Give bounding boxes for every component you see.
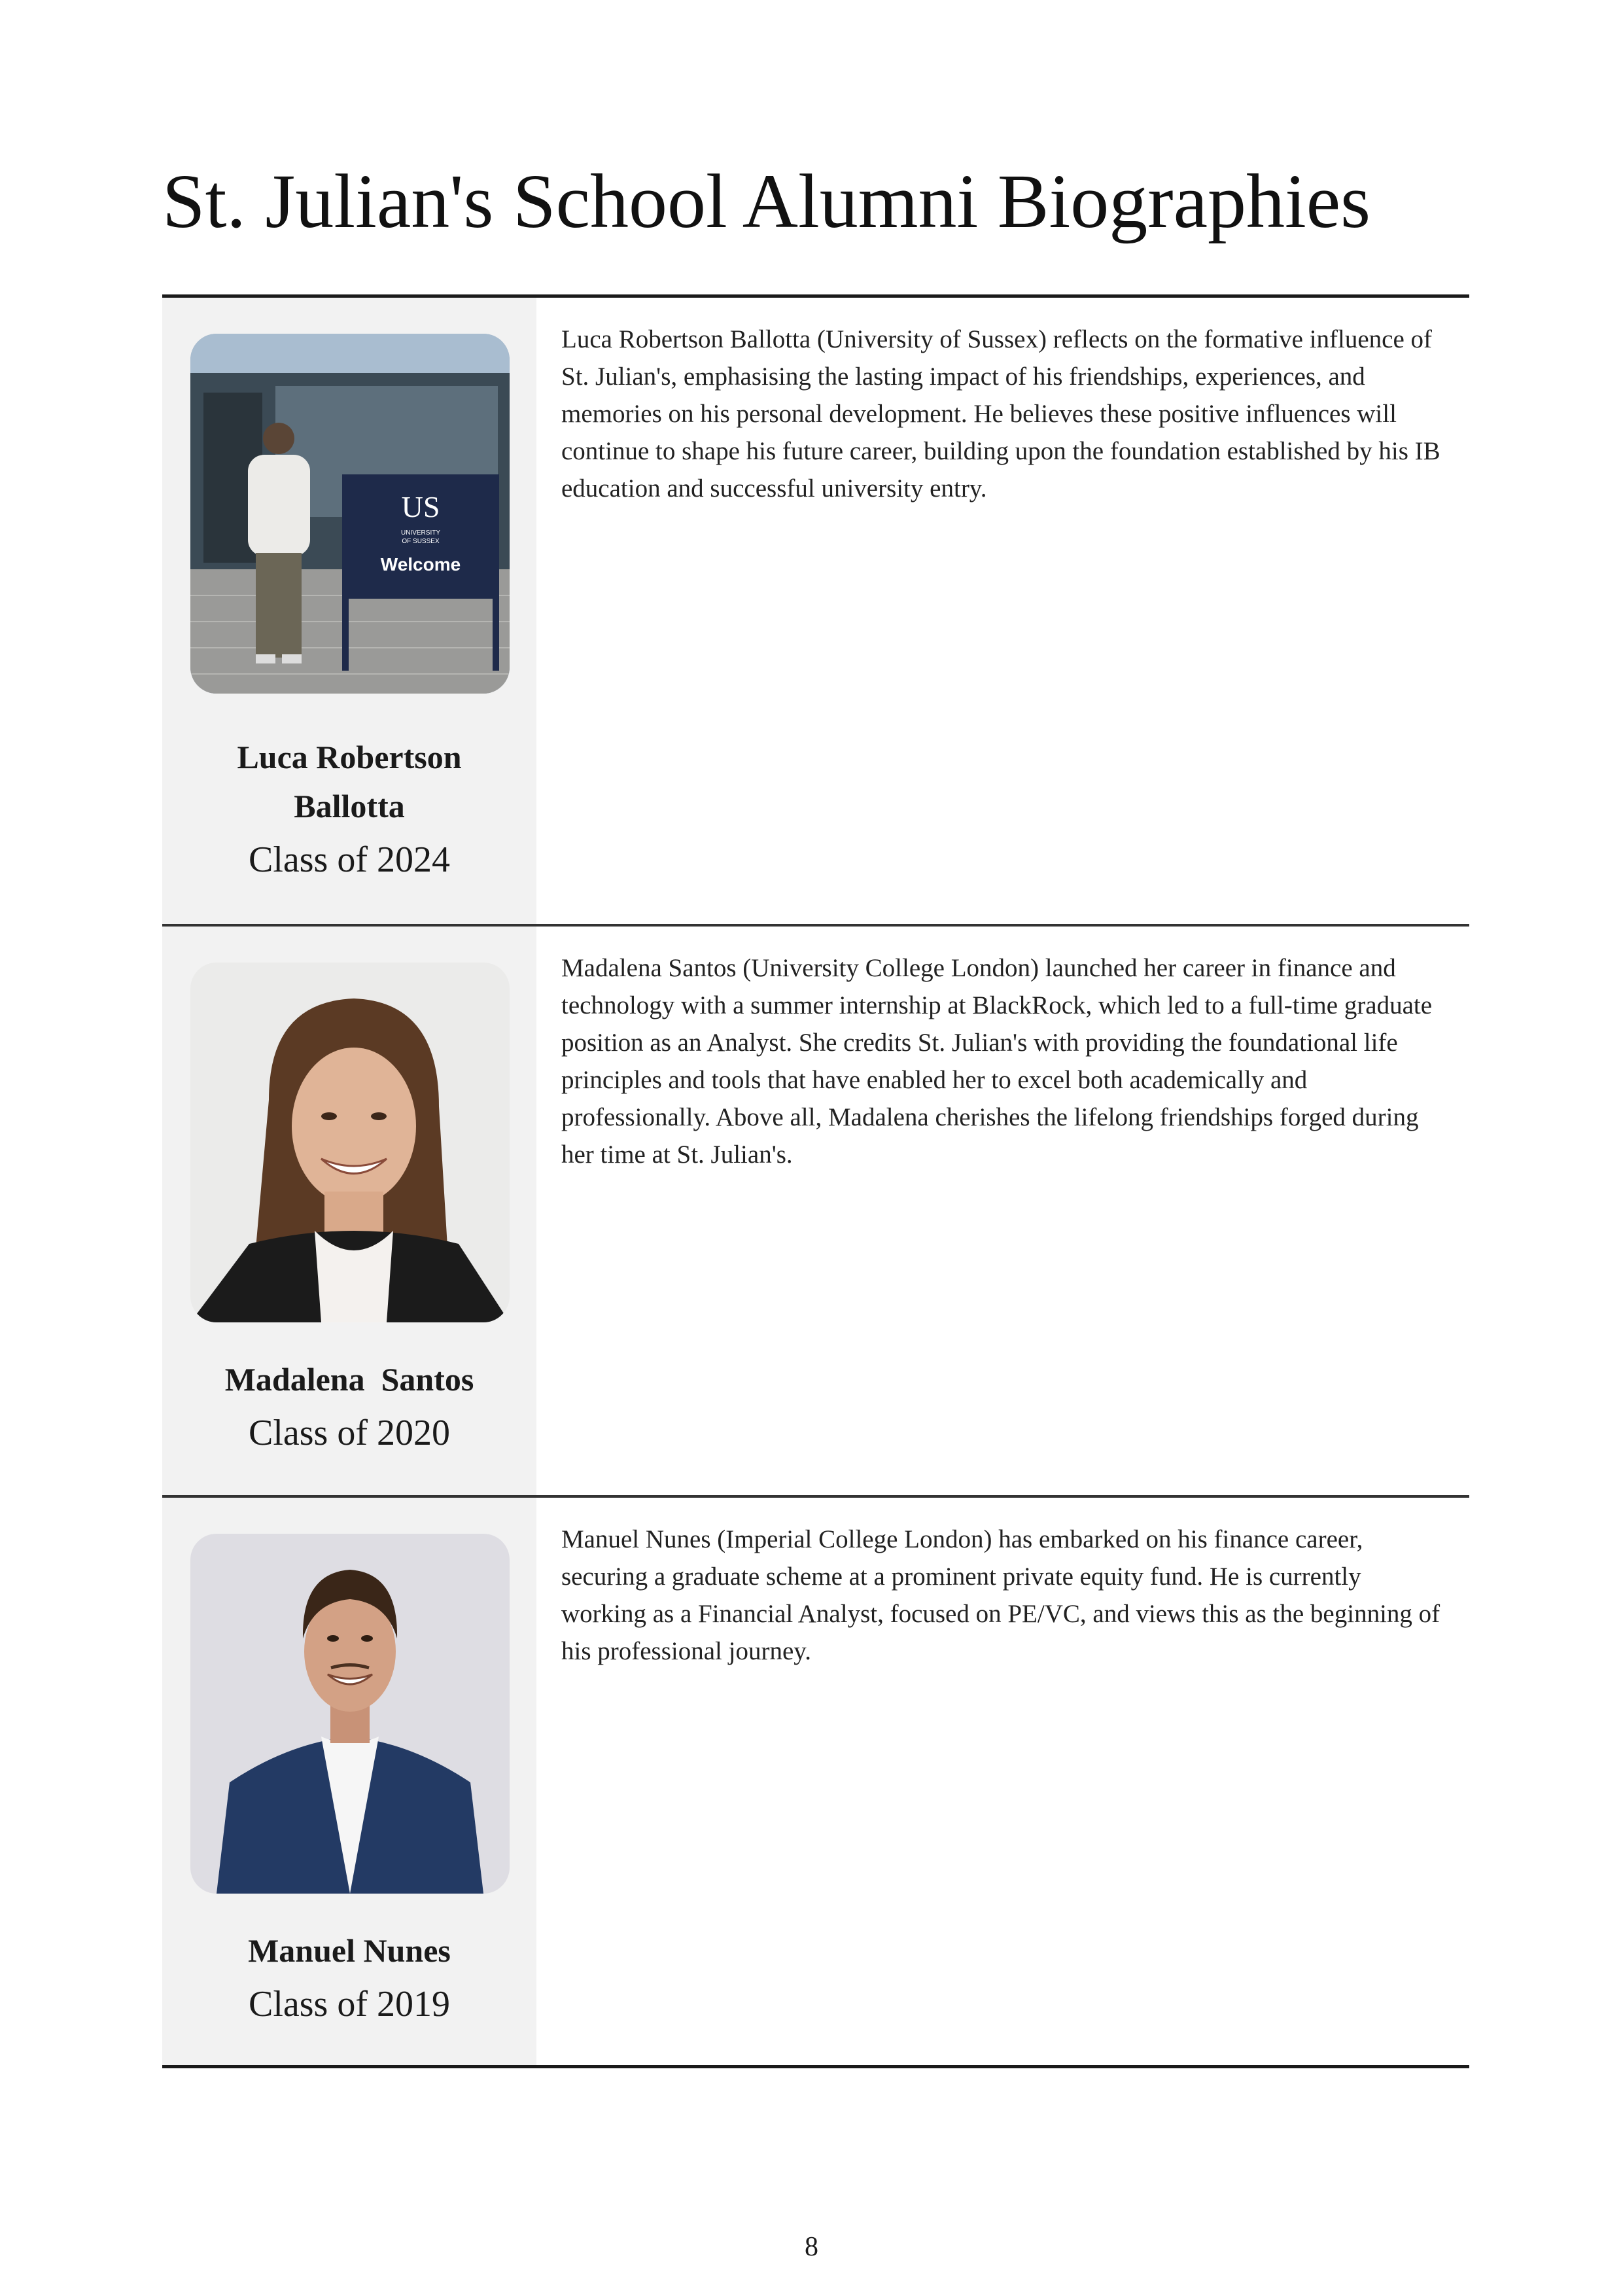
alumni-photo (190, 334, 510, 694)
alumni-name-block (162, 733, 536, 886)
alumni-class-year: Class of 2019 (249, 1984, 450, 2024)
svg-text:US: US (401, 490, 440, 523)
alumni-class-year: Class of 2020 (249, 1413, 450, 1453)
svg-text:UNIVERSITY: UNIVERSITY (400, 529, 441, 537)
alumni-sidebar (162, 927, 536, 1495)
alumni-entry (162, 1495, 1469, 2068)
svg-text:OF SUSSEX: OF SUSSEX (402, 538, 440, 545)
page-title: St. Julian's School Alumni Biographies (162, 158, 1371, 244)
page-number: 8 (805, 2232, 818, 2262)
alumni-bio: Manuel Nunes (Imperial College London) has embarked on his finance career, securing a graduate scheme at a prominent private equity fund. He is currently working as a Financial Analyst, focused on PE/VC, and views this as the beginning of his professional journey. (561, 1525, 1440, 1665)
alumni-class-year: Class of 2024 (249, 839, 450, 880)
alumni-sidebar (162, 298, 536, 924)
alumni-bio: Luca Robertson Ballotta (University of Sussex) reflects on the formative influence of St. Julian's, emphasising the lasting impact of his friendships, experiences, and memories on his personal development. He believes these positive influences will continue to shape his future career, building upon the foundation established by his IB education and successful university entry. (561, 325, 1440, 503)
portrait-photo-icon (190, 963, 510, 1322)
graduate-photo-icon (190, 334, 510, 694)
alumni-photo (190, 1534, 510, 1894)
svg-text:Welcome: Welcome (380, 554, 461, 574)
alumni-name-block (162, 1355, 536, 1459)
alumni-name: Manuel Nunes (248, 1932, 451, 1969)
portrait-photo-icon (190, 1534, 510, 1894)
alumni-sidebar (162, 1498, 536, 2065)
alumni-photo (190, 963, 510, 1322)
alumni-entry (162, 924, 1469, 1495)
alumni-name: Madalena Santos (224, 1361, 474, 1398)
alumni-name-block (162, 1926, 536, 2030)
alumni-entry (162, 294, 1469, 924)
alumni-name: Luca Robertson Ballotta (237, 739, 462, 824)
alumni-bio: Madalena Santos (University College London) launched her career in finance and technology with a summer internship at BlackRock, which led to a full-time graduate position as an Analyst. She credits St. Julian's with providing the foundational life principles and tools that have enabled her to excel both academically and professionally. Above all, Madalena cherishes the lifelong friendships forged during her time at St. Julian's. (561, 954, 1433, 1169)
alumni-list (162, 294, 1469, 2068)
